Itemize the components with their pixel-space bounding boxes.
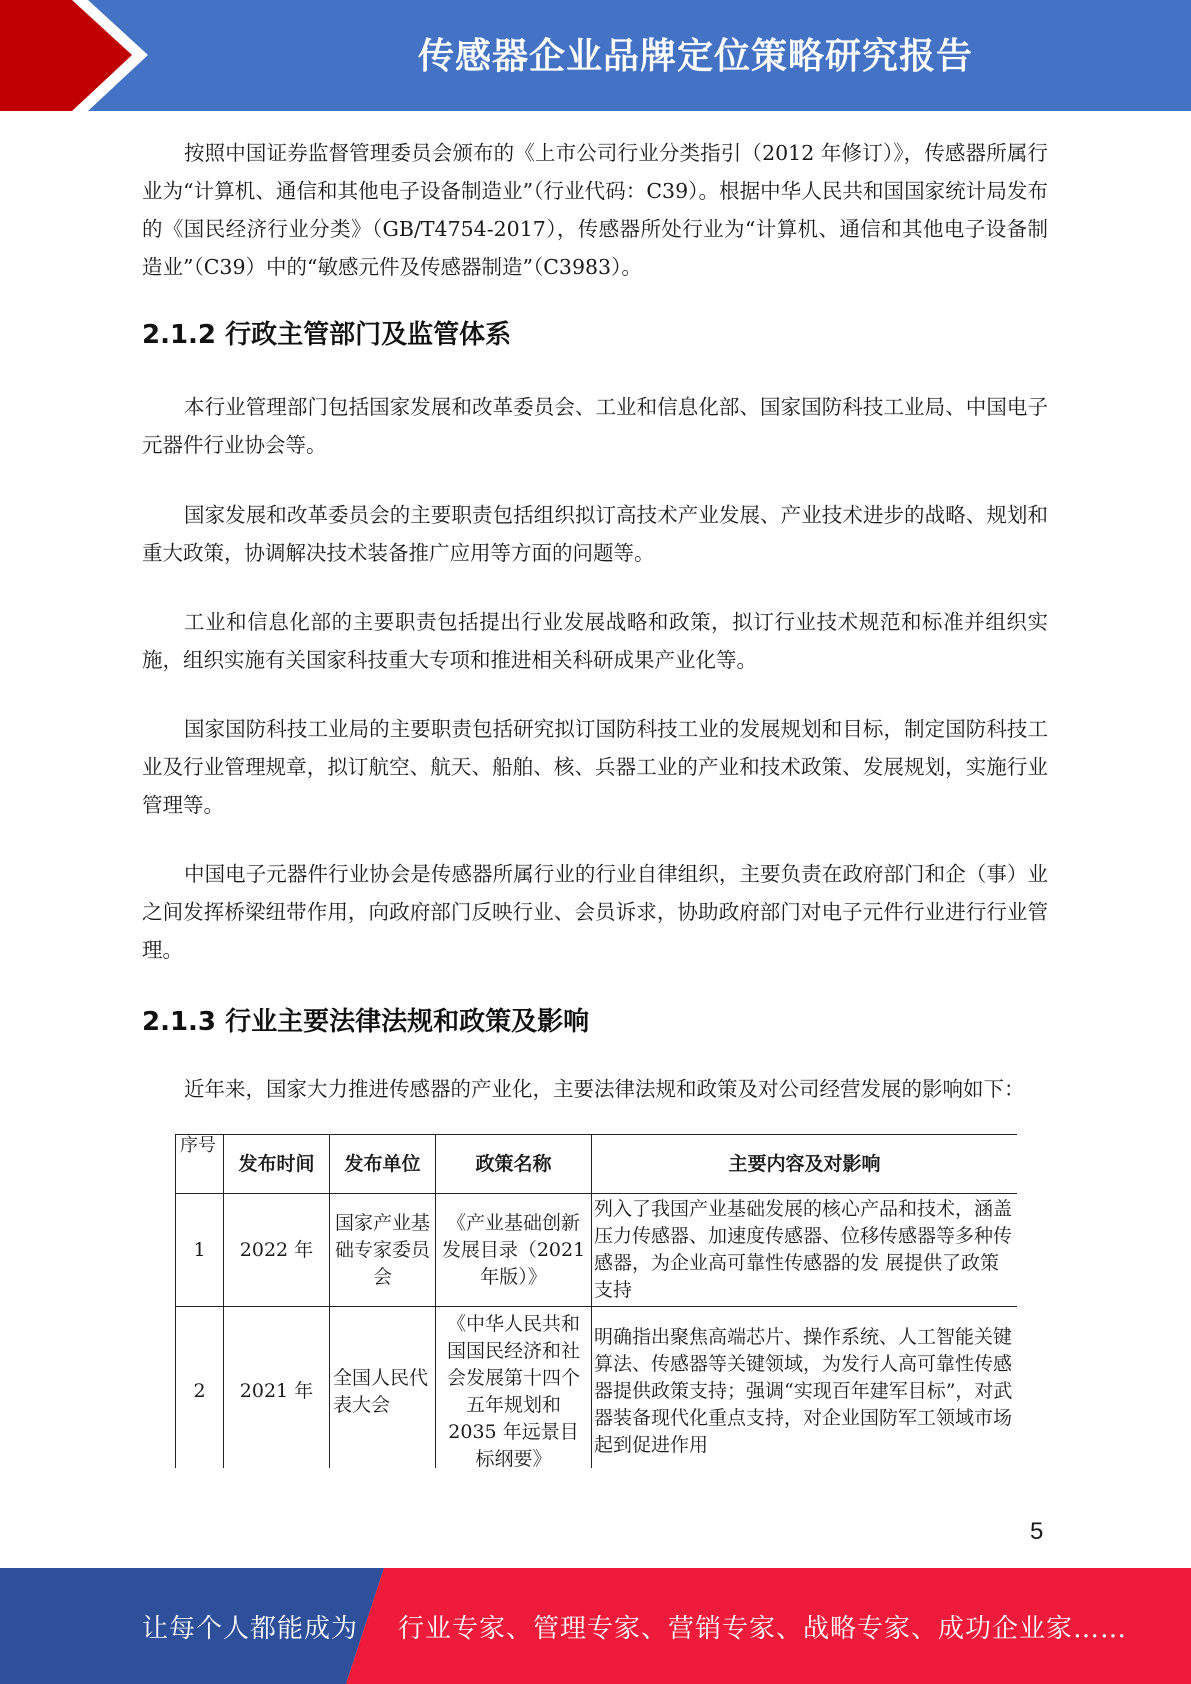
paragraph-policy-intro: 近年来，国家大力推进传感器的产业化，主要法律法规和政策及对公司经营发展的影响如下：: [184, 1077, 1025, 1101]
footer-slogan-left: 让每个人都能成为: [142, 1614, 359, 1644]
cell-policy: 《中华人民共和国国民经济和社会发展第十四个五年规划和 2035 年远景目标纲要》: [436, 1307, 592, 1469]
paragraph-miit-duties: 工业和信息化部的主要职责包括提出行业发展战略和政策，拟订行业技术规范和标准并组织实施，组织实施有关国家科技重大专项和推进相关科研成果产业化等。: [142, 610, 1048, 672]
page-number: 5: [1030, 1518, 1044, 1545]
cell-unit: 全国人民代表大会: [330, 1307, 436, 1469]
column-header-policy: 政策名称: [436, 1135, 592, 1194]
section-heading-2-1-3: 2.1.3 行业主要法律法规和政策及影响: [142, 1007, 590, 1037]
cell-unit: 国家产业基础专家委员会: [330, 1194, 436, 1307]
cell-date: 2021 年: [224, 1307, 330, 1469]
column-header-date: 发布时间: [224, 1135, 330, 1194]
footer-slogan-right: 行业专家、管理专家、营销专家、战略专家、成功企业家……: [398, 1614, 1128, 1644]
column-header-content: 主要内容及对影响: [592, 1135, 1018, 1194]
cell-policy: 《产业基础创新发展目录（2021 年版）》: [436, 1194, 592, 1307]
cell-content: 列入了我国产业基础发展的核心产品和技术，涵盖压力传感器、加速度传感器、位移传感器等多种传感器，为企业高可靠性传感器的发 展提供了政策支持: [592, 1194, 1018, 1307]
paragraph-sastind-duties: 国家国防科技工业局的主要职责包括研究拟订国防科技工业的发展规划和目标，制定国防科技工业及行业管理规章，拟订航空、航天、船舶、核、兵器工业的产业和技术政策、发展规划，实施行业管理等。: [142, 717, 1048, 817]
column-header-unit: 发布单位: [330, 1135, 436, 1194]
cell-seq: 2: [176, 1307, 224, 1469]
policy-table-container: [175, 1134, 1017, 1468]
column-header-seq: 序号: [176, 1135, 224, 1194]
table-row: [176, 1307, 1018, 1469]
page-header: [0, 0, 1191, 111]
report-title: 传感器企业品牌定位策略研究报告: [417, 36, 973, 77]
page-footer: [0, 1568, 1191, 1684]
paragraph-industry-classification: 按照中国证券监督管理委员会颁布的《上市公司行业分类指引（2012 年修订）》，传感器所属行业为“计算机、通信和其他电子设备制造业”（行业代码：C39）。根据中华人民共和国国家统计局发布的《国民经济行业分类》（GB/T4754-2017），传感器所处行业为“计算机、通信和其他电子设备制造业”（C39）中的“敏感元件及传感器制造”（C3983）。: [142, 141, 1048, 279]
cell-content: 明确指出聚焦高端芯片、操作系统、人工智能关键算法、传感器等关键领域，为发行人高可靠性传感器提供政策支持；强调“实现百年建军目标”，对武器装备现代化重点支持，对企业国防军工领域市场起到促进作用: [592, 1307, 1018, 1469]
policy-table: [175, 1134, 1017, 1468]
paragraph-management-departments: 本行业管理部门包括国家发展和改革委员会、工业和信息化部、国家国防科技工业局、中国电子元器件行业协会等。: [142, 395, 1048, 457]
table-row: [176, 1194, 1018, 1307]
paragraph-ndrc-duties: 国家发展和改革委员会的主要职责包括组织拟订高技术产业发展、产业技术进步的战略、规划和重大政策，协调解决技术装备推广应用等方面的问题等。: [142, 503, 1048, 565]
cell-seq: 1: [176, 1194, 224, 1307]
section-heading-2-1-2: 2.1.2 行政主管部门及监管体系: [142, 320, 512, 350]
paragraph-ceca-role: 中国电子元器件行业协会是传感器所属行业的行业自律组织，主要负责在政府部门和企（事）业之间发挥桥梁纽带作用，向政府部门反映行业、会员诉求，协助政府部门对电子元件行业进行行业管理。: [142, 862, 1048, 962]
table-header-row: [176, 1135, 1018, 1194]
red-chevron-decoration: [0, 0, 160, 111]
cell-date: 2022 年: [224, 1194, 330, 1307]
